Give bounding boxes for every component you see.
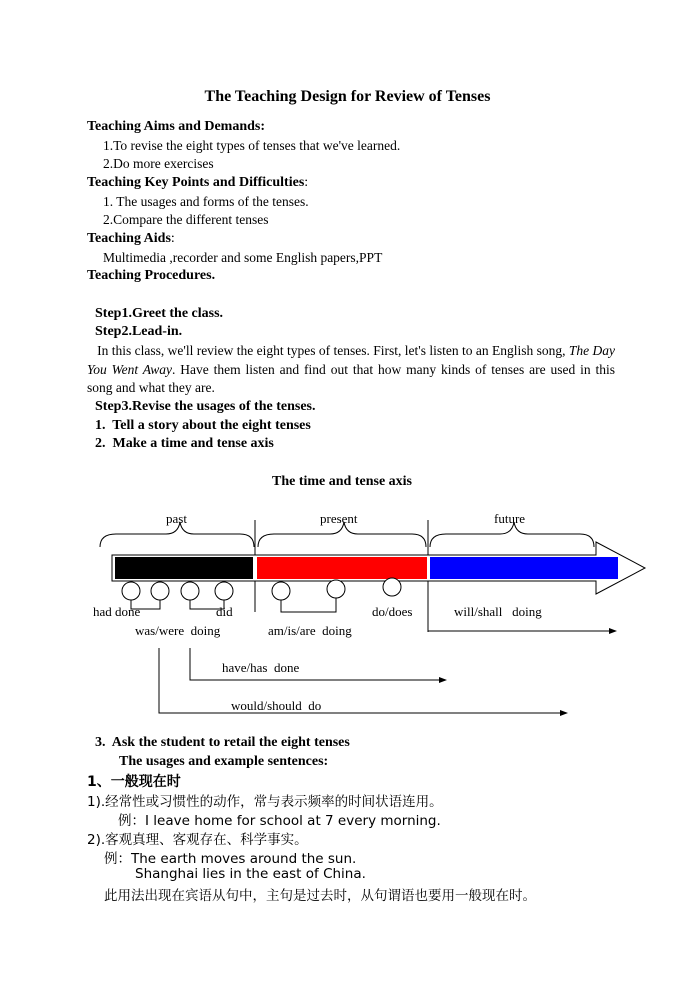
procedures-heading: Teaching Procedures.	[87, 268, 216, 283]
section1-heading: 1、一般现在时	[87, 774, 181, 790]
was-were-doing-label: was/were doing	[135, 623, 221, 638]
had-done-label: had done	[93, 604, 141, 619]
am-is-are-doing-marker	[272, 582, 290, 600]
have-has-done-marker	[181, 582, 199, 600]
present-marker	[327, 580, 345, 598]
do-does-label: do/does	[372, 604, 413, 619]
present-label: present	[320, 511, 358, 526]
step3-item-1: 1. Tell a story about the eight tenses	[95, 418, 311, 433]
present-bracket	[281, 598, 336, 612]
aims-item-2: 2.Do more exercises	[103, 156, 214, 171]
usages-heading: The usages and example sentences:	[119, 754, 329, 769]
step3: Step3.Revise the usages of the tenses.	[95, 399, 316, 414]
did-marker	[215, 582, 233, 600]
have-has-done-label: have/has done	[222, 660, 300, 675]
leadin-paragraph: In this class, we'll review the eight types of tenses. First, let's listen to an English song, The Day You Went Away. Have them listen and find out that how many kinds of tenses are used in this song and what they are.	[87, 343, 615, 395]
step1: Step1.Greet the class.	[95, 306, 224, 321]
section1-example-1: 例：I leave home for school at 7 every morning.	[118, 813, 441, 829]
step3-item-3: 3. Ask the student to retail the eight tenses	[95, 735, 350, 750]
section1-usage-2: 2).客观真理、客观存在、科学事实。	[87, 832, 308, 848]
time-tense-axis	[0, 500, 695, 730]
do-does-marker	[383, 578, 401, 596]
page-title: The Teaching Design for Review of Tenses	[204, 88, 491, 105]
section1-example-2b: Shanghai lies in the east of China.	[135, 866, 366, 882]
future-bar	[430, 557, 618, 579]
aims-heading: Teaching Aims and Demands:	[87, 119, 266, 134]
future-label: future	[494, 511, 526, 526]
would-should-do-label: would/should do	[231, 698, 322, 713]
aims-item-1: 1.To revise the eight types of tenses that we've learned.	[103, 138, 401, 153]
will-shall-doing-label: will/shall doing	[454, 604, 542, 619]
key-points-heading: Teaching Key Points and Difficulties:	[87, 175, 309, 190]
section1-example-2a: 例：The earth moves around the sun.	[104, 851, 357, 867]
did-label: did	[216, 604, 233, 619]
step3-item-2: 2. Make a time and tense axis	[95, 436, 274, 451]
present-bar	[257, 557, 427, 579]
section1-note: 此用法出现在宾语从句中，主句是过去时，从句谓语也要用一般现在时。	[104, 888, 536, 904]
aids-heading: Teaching Aids:	[87, 231, 175, 246]
was-were-doing-marker	[151, 582, 169, 600]
aids-text: Multimedia ,recorder and some English papers,PPT	[103, 250, 383, 265]
axis-title: The time and tense axis	[272, 474, 412, 489]
step2: Step2.Lead-in.	[95, 324, 183, 339]
past-label: past	[166, 511, 187, 526]
had-done-marker	[122, 582, 140, 600]
am-is-are-doing-label: am/is/are doing	[268, 623, 352, 638]
section1-usage-1: 1).经常性或习惯性的动作，常与表示频率的时间状语连用。	[87, 794, 443, 810]
song-title: The Day You Went Away	[87, 343, 615, 377]
past-bar	[115, 557, 253, 579]
key-points-item-1: 1. The usages and forms of the tenses.	[103, 194, 309, 209]
key-points-item-2: 2.Compare the different tenses	[103, 212, 269, 227]
